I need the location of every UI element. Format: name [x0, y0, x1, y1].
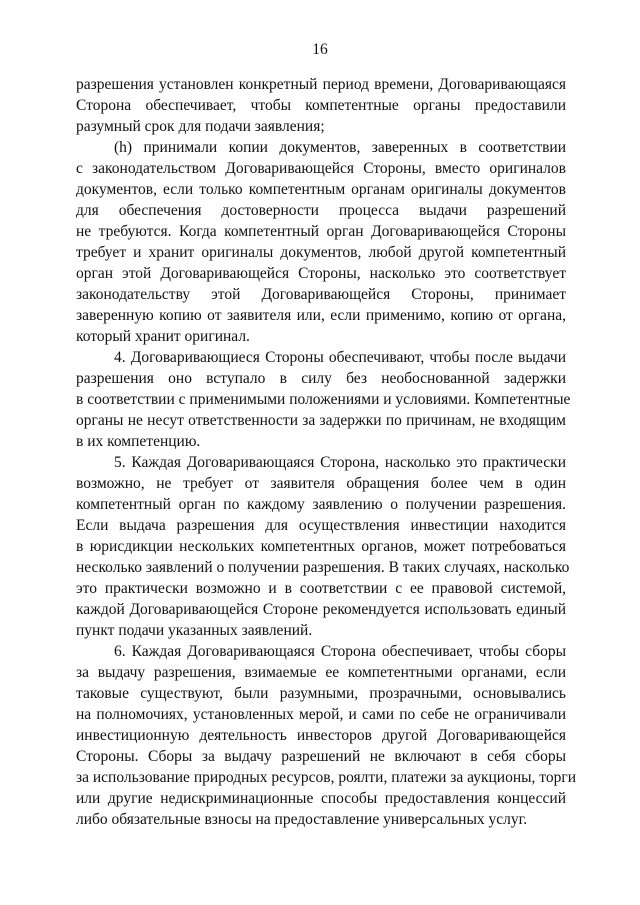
text-line: каждой Договаривающейся Стороне рекомендуется использовать единый — [76, 601, 566, 618]
text-line: на полномочиях, установленных мерой, и сами по себе не ограничивали — [76, 706, 566, 723]
text-line: Сторона обеспечивает, чтобы компетентные органы предоставили — [76, 97, 566, 114]
text-line: либо обязательные взносы на предоставление универсальных услуг. — [76, 811, 528, 828]
text-line: разумный срок для подачи заявления; — [76, 118, 325, 135]
text-line: таковые существуют, были разумными, прозрачными, основывались — [76, 685, 566, 702]
text-line: 5. Каждая Договаривающаяся Сторона, насколько это практически — [114, 454, 566, 471]
text-line: (h) принимали копии документов, заверенных в соответствии — [114, 139, 566, 156]
text-line: для обеспечения достоверности процесса выдачи разрешений — [76, 202, 566, 219]
text-line: который хранит оригинал. — [76, 328, 250, 345]
paragraph-item-h — [76, 137, 566, 347]
text-line: требует и хранит оригиналы документов, любой другой компетентный — [76, 244, 566, 261]
text-line: несколько заявлений о получении разрешения. В таких случаях, насколько — [76, 559, 570, 576]
paragraph-clause-6 — [76, 641, 577, 830]
text-line: компетентный орган по каждому заявлению о получении разрешения. — [76, 496, 566, 513]
page-number: 16 — [312, 41, 328, 58]
text-line: разрешения оно вступало в силу без необоснованной задержки — [76, 370, 566, 387]
text-line: с законодательством Договаривающейся Стороны, вместо оригиналов — [76, 160, 566, 177]
paragraph-clause-4 — [76, 347, 571, 452]
text-line: пункт подачи указанных заявлений. — [76, 622, 313, 639]
paragraph-clause-5 — [76, 452, 570, 641]
text-line: в соответствии с применимыми положениями и условиями. Компетентные — [76, 391, 571, 408]
text-line: в юрисдикции нескольких компетентных органов, может потребоваться — [76, 538, 566, 555]
text-line: инвестиционную деятельность инвесторов другой Договаривающейся — [76, 727, 566, 744]
text-line: или другие недискриминационные способы предоставления концессий — [76, 790, 566, 807]
text-line: это практически возможно и в соответствии с ее правовой системой, — [76, 580, 566, 597]
text-line: 6. Каждая Договаривающаяся Сторона обеспечивает, чтобы сборы — [114, 643, 566, 660]
text-line: разрешения установлен конкретный период времени, Договаривающаяся — [76, 76, 566, 93]
text-line: не требуются. Когда компетентный орган Договаривающейся Стороны — [76, 223, 566, 240]
document-body — [76, 74, 577, 830]
text-line: законодательству этой Договаривающейся Стороны, принимает — [76, 286, 566, 303]
text-line: орган этой Договаривающейся Стороны, насколько это соответствует — [76, 265, 566, 282]
text-line: органы не несут ответственности за задержки по причинам, не входящим — [76, 412, 566, 429]
text-line: за выдачу разрешения, взимаемые ее компетентными органами, если — [76, 664, 566, 681]
paragraph-continuation — [76, 74, 566, 137]
text-line: 4. Договаривающиеся Стороны обеспечивают, чтобы после выдачи — [114, 349, 566, 366]
text-line: заверенную копию от заявителя или, если применимо, копию от органа, — [76, 307, 566, 324]
text-line: Если выдача разрешения для осуществления инвестиции находится — [76, 517, 566, 534]
text-line: возможно, не требует от заявителя обращения более чем в один — [76, 475, 566, 492]
text-line: документов, если только компетентным органам оригиналы документов — [76, 181, 566, 198]
text-line: в их компетенцию. — [76, 433, 201, 450]
text-line: за использование природных ресурсов, роялти, платежи за аукционы, торги — [76, 769, 577, 786]
text-line: Стороны. Сборы за выдачу разрешений не включают в себя сборы — [76, 748, 566, 765]
